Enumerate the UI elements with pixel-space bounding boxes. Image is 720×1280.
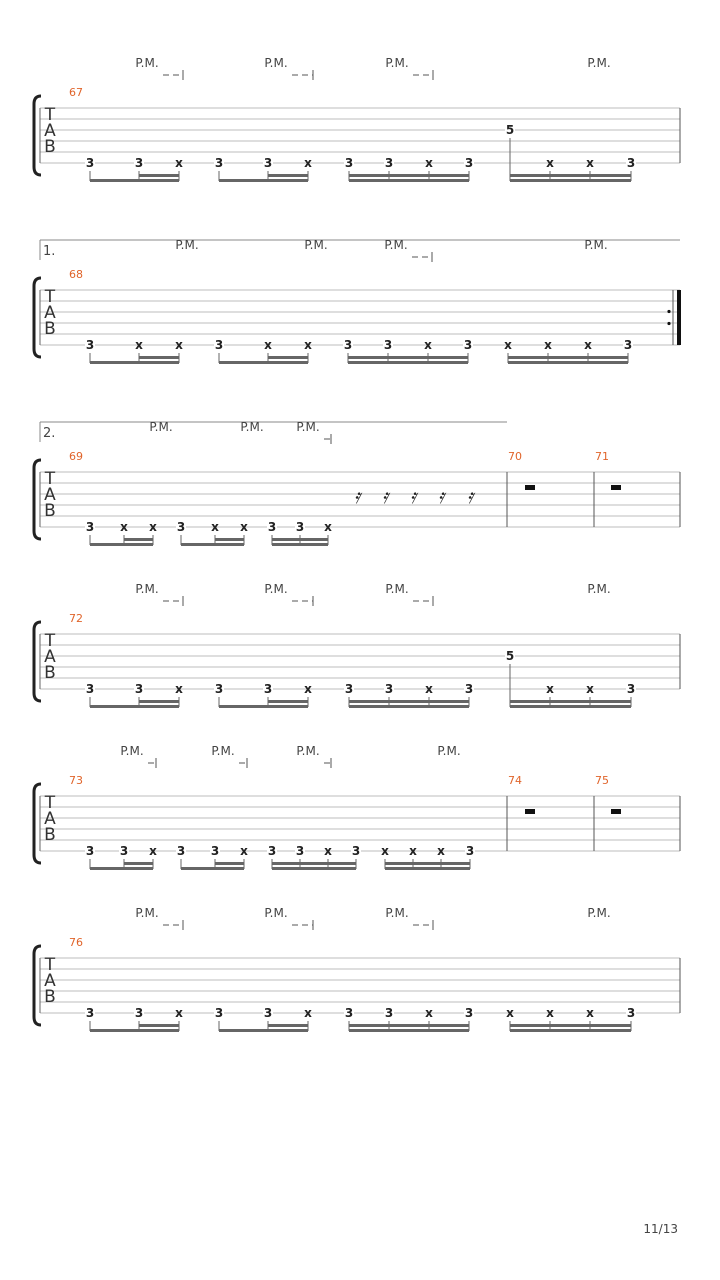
tab-clef-letter: B [44,137,56,157]
tab-clef-letter: B [44,825,56,845]
fret-number: 3 [267,844,277,858]
measure-number: 69 [69,450,83,463]
volta-label: 1. [43,244,56,259]
repeat-dot [667,322,670,325]
staff-system [34,744,680,870]
beam-primary [508,361,628,364]
beam-secondary [349,1024,469,1027]
fret-number: 5 [505,123,515,137]
beam-primary [219,361,308,364]
palm-mute-label: P.M. [135,582,159,596]
fret-number: 3 [626,1006,636,1020]
fret-number: 3 [623,338,633,352]
beam-secondary [508,356,628,359]
fret-number: 3 [85,682,95,696]
fret-number: 3 [134,156,144,170]
palm-mute-label: P.M. [240,420,264,434]
dead-note: x [437,844,445,858]
fret-number: 3 [344,1006,354,1020]
palm-mute-label: P.M. [120,744,144,758]
dead-note: x [586,156,594,170]
beam-primary [510,179,631,182]
staff-system [34,906,680,1032]
beam-secondary [348,356,468,359]
beam-primary [181,543,244,546]
dead-note: x [175,338,183,352]
repeat-thick-bar [677,290,681,345]
fret-number: 3 [626,682,636,696]
fret-number: 3 [384,1006,394,1020]
beam-primary [90,867,153,870]
beam-primary [90,1029,179,1032]
tab-clef-letter: T [44,955,56,975]
beam-primary [272,543,328,546]
dead-note: x [586,682,594,696]
fret-number: 3 [263,1006,273,1020]
beam-primary [385,867,470,870]
tab-clef-letter: B [44,501,56,521]
fret-number: 3 [134,682,144,696]
beam-secondary [349,174,469,177]
sixteenth-rest: 𝄿 [466,484,474,508]
fret-number: 3 [383,338,393,352]
beam-secondary [385,862,470,865]
fret-number: 3 [344,682,354,696]
fret-number: 3 [176,844,186,858]
fret-number: 3 [464,156,474,170]
sixteenth-rest: 𝄿 [353,484,361,508]
measure-number: 71 [595,450,609,463]
beam-secondary [139,356,179,359]
fret-number: 3 [384,156,394,170]
beam-secondary [139,1024,179,1027]
measure-rest [611,809,621,814]
dead-note: x [506,1006,514,1020]
fret-number: 3 [134,1006,144,1020]
fret-number: 3 [344,156,354,170]
tab-clef-letter: T [44,105,56,125]
dead-note: x [304,1006,312,1020]
dead-note: x [240,520,248,534]
fret-number: 3 [626,156,636,170]
palm-mute-label: P.M. [296,744,320,758]
beam-secondary [124,862,153,865]
palm-mute-label: P.M. [264,56,288,70]
beam-secondary [139,700,179,703]
tab-clef-letter: A [44,647,56,667]
beam-secondary [268,1024,308,1027]
dead-note: x [135,338,143,352]
measure-number: 70 [508,450,522,463]
beam-secondary [268,356,308,359]
palm-mute-label: P.M. [587,906,611,920]
fret-number: 3 [85,338,95,352]
measure-rest [525,485,535,490]
tab-clef-letter: T [44,793,56,813]
measure-number: 75 [595,774,609,787]
measure-number: 72 [69,612,83,625]
beam-primary [90,361,179,364]
dead-note: x [211,520,219,534]
tab-clef-letter: A [44,121,56,141]
fret-number: 3 [214,1006,224,1020]
measure-number: 74 [508,774,522,787]
tab-clef-letter: T [44,631,56,651]
measure-number: 67 [69,86,83,99]
beam-primary [90,179,179,182]
beam-secondary [272,862,356,865]
dead-note: x [409,844,417,858]
beam-primary [90,543,153,546]
fret-number: 3 [214,156,224,170]
dead-note: x [584,338,592,352]
palm-mute-label: P.M. [384,238,408,252]
fret-number: 3 [465,844,475,858]
dead-note: x [546,156,554,170]
fret-number: 3 [464,1006,474,1020]
dead-note: x [120,520,128,534]
beam-secondary [268,174,308,177]
beam-primary [219,1029,308,1032]
fret-number: 3 [85,1006,95,1020]
palm-mute-label: P.M. [135,56,159,70]
dead-note: x [586,1006,594,1020]
dead-note: x [324,844,332,858]
palm-mute-label: P.M. [587,56,611,70]
beam-secondary [349,700,469,703]
beam-primary [272,867,356,870]
palm-mute-label: P.M. [175,238,199,252]
palm-mute-label: P.M. [264,582,288,596]
fret-number: 3 [210,844,220,858]
fret-number: 3 [214,338,224,352]
fret-number: 3 [85,156,95,170]
beam-primary [349,705,469,708]
dead-note: x [504,338,512,352]
dead-note: x [381,844,389,858]
beam-primary [510,705,631,708]
dead-note: x [304,338,312,352]
fret-number: 3 [85,844,95,858]
fret-number: 3 [343,338,353,352]
fret-number: 3 [351,844,361,858]
palm-mute-label: P.M. [437,744,461,758]
beam-primary [181,867,244,870]
dead-note: x [544,338,552,352]
palm-mute-label: P.M. [385,56,409,70]
dead-note: x [304,156,312,170]
beam-secondary [268,700,308,703]
fret-number: 3 [119,844,129,858]
fret-number: 3 [176,520,186,534]
palm-mute-label: P.M. [385,906,409,920]
beam-secondary [124,538,153,541]
fret-number: 5 [505,649,515,663]
measure-rest [611,485,621,490]
dead-note: x [175,156,183,170]
fret-number: 3 [463,338,473,352]
tab-clef-letter: T [44,469,56,489]
beam-primary [90,705,179,708]
beam-primary [349,179,469,182]
dead-note: x [425,156,433,170]
staff-system [34,582,680,708]
fret-number: 3 [263,682,273,696]
repeat-dot [667,310,670,313]
dead-note: x [324,520,332,534]
dead-note: x [149,844,157,858]
palm-mute-label: P.M. [135,906,159,920]
fret-number: 3 [214,682,224,696]
sixteenth-rest: 𝄿 [409,484,417,508]
beam-primary [349,1029,469,1032]
beam-primary [219,705,308,708]
dead-note: x [425,1006,433,1020]
fret-number: 3 [464,682,474,696]
measure-number: 73 [69,774,83,787]
fret-number: 3 [384,682,394,696]
dead-note: x [304,682,312,696]
palm-mute-label: P.M. [304,238,328,252]
dead-note: x [546,682,554,696]
measure-rest [525,809,535,814]
measure-number: 76 [69,936,83,949]
dead-note: x [175,1006,183,1020]
beam-secondary [510,1024,631,1027]
palm-mute-label: P.M. [385,582,409,596]
beam-secondary [272,538,328,541]
fret-number: 3 [295,520,305,534]
tab-clef-letter: B [44,663,56,683]
tab-clef-letter: T [44,287,56,307]
staff-system [34,420,680,546]
palm-mute-label: P.M. [264,906,288,920]
fret-number: 3 [267,520,277,534]
staff-system [34,238,681,364]
measure-number: 68 [69,268,83,281]
dead-note: x [149,520,157,534]
fret-number: 3 [85,520,95,534]
dead-note: x [264,338,272,352]
beam-secondary [139,174,179,177]
palm-mute-label: P.M. [296,420,320,434]
dead-note: x [175,682,183,696]
page-number: 11/13 [643,1222,678,1236]
tab-clef-letter: B [44,319,56,339]
palm-mute-label: P.M. [211,744,235,758]
beam-primary [219,179,308,182]
dead-note: x [424,338,432,352]
palm-mute-label: P.M. [584,238,608,252]
tab-clef-letter: A [44,809,56,829]
beam-secondary [510,700,631,703]
tab-clef-letter: A [44,485,56,505]
dead-note: x [425,682,433,696]
dead-note: x [240,844,248,858]
dead-note: x [546,1006,554,1020]
palm-mute-label: P.M. [149,420,173,434]
tab-clef-letter: A [44,303,56,323]
fret-number: 3 [295,844,305,858]
volta-label: 2. [43,426,56,441]
beam-primary [510,1029,631,1032]
fret-number: 3 [263,156,273,170]
palm-mute-label: P.M. [587,582,611,596]
beam-secondary [215,862,244,865]
tab-clef-letter: A [44,971,56,991]
tab-clef-letter: B [44,987,56,1007]
beam-secondary [510,174,631,177]
beam-secondary [215,538,244,541]
sixteenth-rest: 𝄿 [381,484,389,508]
beam-primary [348,361,468,364]
staff-system [34,56,680,182]
sixteenth-rest: 𝄿 [437,484,445,508]
